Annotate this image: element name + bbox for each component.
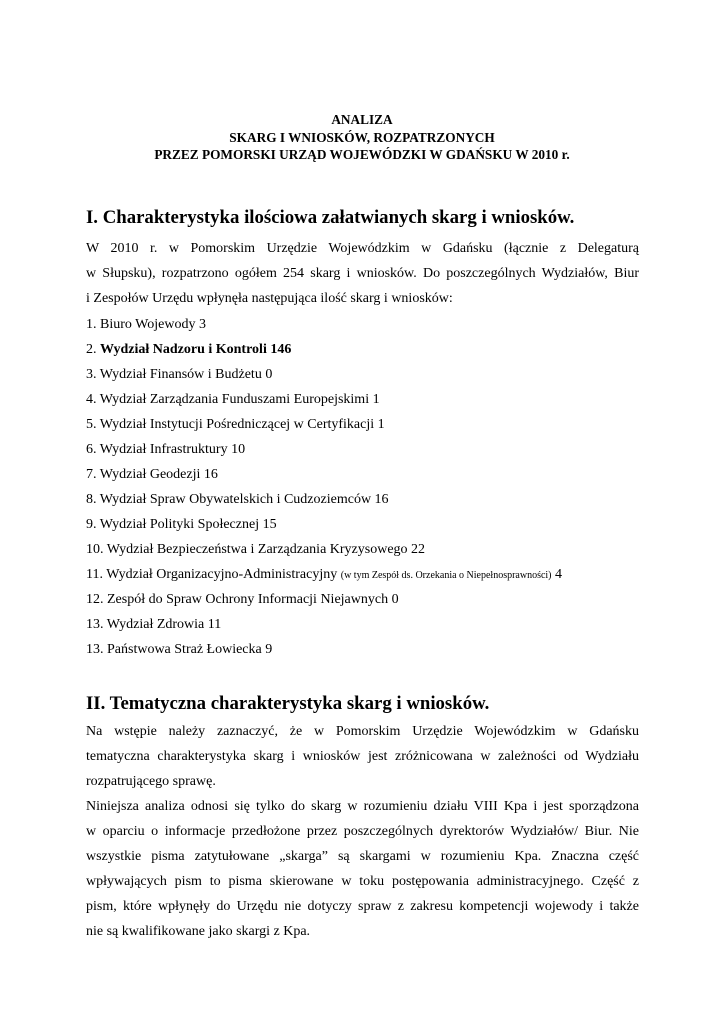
list-item: 9. Wydział Polityki Społecznej 15 (86, 517, 277, 532)
list-item-label: 11. Wydział Organizacyjno-Administracyjny (86, 567, 338, 582)
section-2-line: pism, które wpłynęły do Urzędu nie dotyczy spraw z zakresu kompetencji wojewody i także (86, 899, 639, 914)
list-item-highlighted (86, 341, 291, 359)
section-2-line: wpływających pism to pisma skierowane w toku postępowania administracyjnego. Część z (86, 874, 639, 889)
title-line-3: PRZEZ POMORSKI URZĄD WOJEWÓDZKI W GDAŃSKU W 2010 r. (154, 147, 570, 162)
list-item: 8. Wydział Spraw Obywatelskich i Cudzoziemców 16 (86, 492, 389, 507)
list-item: 4. Wydział Zarządzania Funduszami Europejskimi 1 (86, 392, 380, 407)
list-item-note: (w tym Zespół ds. Orzekania o Niepełnosprawności) (340, 570, 552, 581)
section-1-intro-line: w Słupsku), rozpatrzono ogółem 254 skarg i wniosków. Do poszczególnych Wydziałów, Biur (86, 266, 639, 281)
document-title (0, 111, 724, 164)
section-2-line: w oparciu o informacje przedłożone przez poszczególnych dyrektorów Wydziałów/ Biur. Nie (86, 824, 639, 839)
section-2-heading: II. Tematyczna charakterystyka skarg i wniosków. (86, 693, 490, 714)
section-2-line: nie są kwalifikowane jako skargi z Kpa. (86, 924, 311, 939)
list-item: 10. Wydział Bezpieczeństwa i Zarządzania Kryzysowego 22 (86, 542, 426, 557)
section-1-heading: I. Charakterystyka ilościowa załatwianych skarg i wniosków. (86, 207, 575, 228)
section-2-line: Niniejsza analiza odnosi się tylko do skarg w rozumieniu działu VIII Kpa i jest sporządzona (86, 799, 639, 814)
list-item-label: Wydział Nadzoru i Kontroli 146 (100, 342, 292, 357)
section-1-intro-line: W 2010 r. w Pomorskim Urzędzie Wojewódzkim w Gdańsku (łącznie z Delegaturą (86, 241, 639, 256)
list-item: 12. Zespół do Spraw Ochrony Informacji Niejawnych 0 (86, 592, 399, 607)
section-2-line: tematyczna charakterystyka skarg i wniosków jest zróżnicowana w zależności od Wydziału (86, 749, 639, 764)
list-item-number: 2. (86, 342, 97, 357)
list-item: 13. Wydział Zdrowia 11 (86, 617, 222, 632)
section-1-intro-line: i Zespołów Urzędu wpłynęła następująca ilość skarg i wniosków: (86, 291, 453, 306)
list-item: 1. Biuro Wojewody 3 (86, 317, 206, 332)
list-item: 3. Wydział Finansów i Budżetu 0 (86, 367, 273, 382)
list-item-count: 4 (555, 567, 563, 582)
list-item (86, 566, 562, 585)
title-line-2: SKARG I WNIOSKÓW, ROZPATRZONYCH (229, 129, 495, 145)
list-item: 13. Państwowa Straż Łowiecka 9 (86, 642, 273, 657)
list-item: 6. Wydział Infrastruktury 10 (86, 442, 246, 457)
section-2-line: rozpatrującego sprawę. (86, 774, 216, 789)
title-line-1: ANALIZA (331, 112, 393, 127)
section-2-line: wszystkie pisma zatytułowane „skarga” są skargami w rozumieniu Kpa. Znaczna część (86, 849, 639, 864)
list-item: 7. Wydział Geodezji 16 (86, 467, 218, 482)
list-item: 5. Wydział Instytucji Pośredniczącej w Certyfikacji 1 (86, 417, 385, 432)
section-2-line: Na wstępie należy zaznaczyć, że w Pomorskim Urzędzie Wojewódzkim w Gdańsku (86, 724, 639, 739)
